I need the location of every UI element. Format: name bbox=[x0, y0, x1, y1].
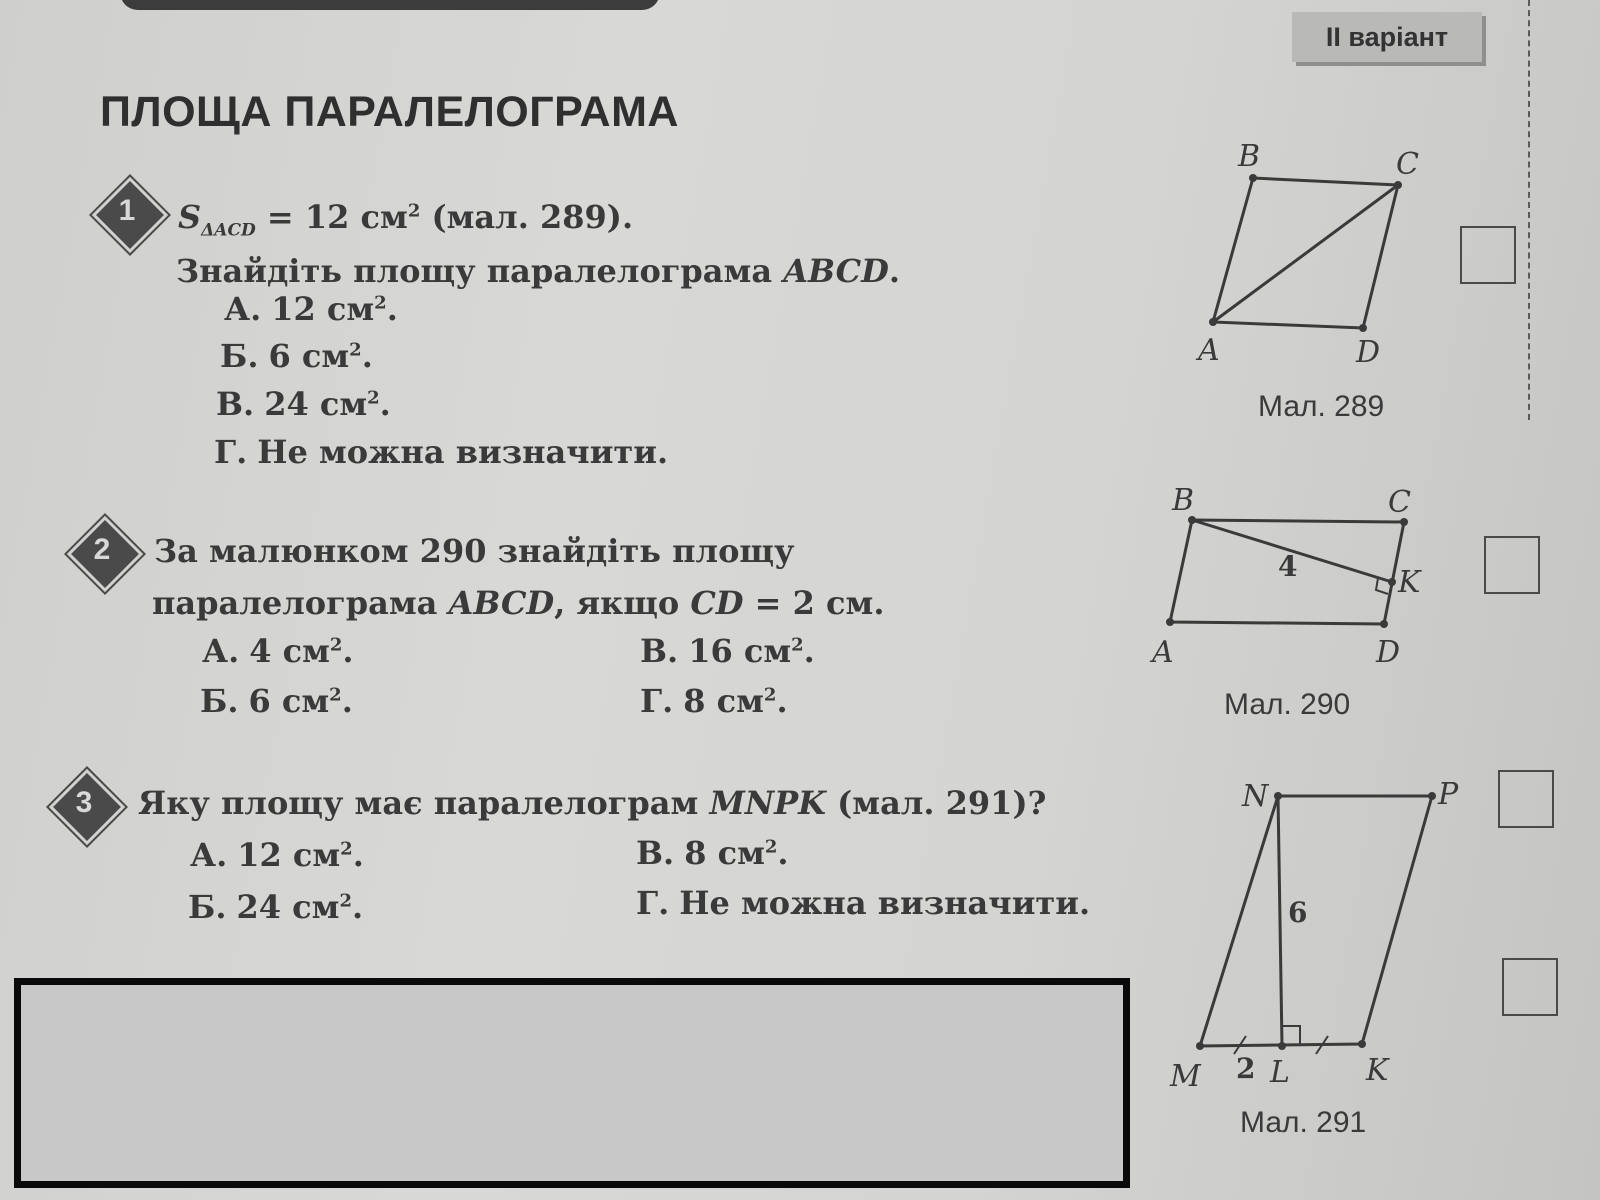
option-end: . bbox=[803, 632, 815, 670]
answer-box-4[interactable] bbox=[1502, 958, 1558, 1016]
task-number: 3 bbox=[75, 786, 93, 819]
task-number: 1 bbox=[118, 194, 136, 227]
figure-290 bbox=[1150, 484, 1430, 684]
option-exp: 2 bbox=[349, 339, 362, 361]
option-g[interactable] bbox=[640, 682, 788, 720]
task-1-condition bbox=[178, 198, 633, 240]
option-end: . bbox=[379, 385, 391, 423]
option-exp: 2 bbox=[339, 890, 352, 912]
height-label-6: 6 bbox=[1288, 896, 1308, 929]
option-exp: 2 bbox=[764, 836, 778, 858]
var-mnpk: MNPK bbox=[709, 784, 826, 822]
parallelogram-mnpk bbox=[1200, 796, 1432, 1046]
vertex-a bbox=[1209, 318, 1217, 326]
option-end: . bbox=[361, 337, 373, 375]
vertex-m bbox=[1196, 1042, 1204, 1050]
option-end: . bbox=[342, 632, 354, 670]
question-text: Знайдіть площу паралелограма bbox=[176, 252, 784, 290]
option-letter: Б. bbox=[200, 682, 239, 720]
task-number: 2 bbox=[93, 533, 111, 566]
label-n: N bbox=[1242, 779, 1269, 814]
option-text: 24 см bbox=[264, 385, 368, 423]
vertex-d bbox=[1380, 620, 1388, 628]
option-a[interactable] bbox=[190, 836, 364, 874]
option-b[interactable] bbox=[200, 682, 353, 720]
option-end: . bbox=[352, 836, 364, 874]
text-part: паралелограма bbox=[152, 584, 449, 622]
option-exp: 2 bbox=[791, 634, 804, 656]
option-exp: 2 bbox=[374, 292, 387, 314]
figure-291 bbox=[1160, 770, 1470, 1100]
option-exp: 2 bbox=[763, 684, 777, 706]
option-letter: В. bbox=[216, 385, 255, 423]
figure-289-caption: Мал. 289 bbox=[1258, 390, 1385, 423]
option-g[interactable] bbox=[214, 433, 668, 471]
option-g[interactable] bbox=[636, 884, 1090, 922]
right-angle-mark bbox=[1282, 1026, 1300, 1046]
option-text: 8 см bbox=[684, 834, 765, 872]
task-2-line-1: За малюнком 290 знайдіть площу bbox=[154, 532, 795, 570]
option-text: 4 см bbox=[249, 632, 330, 670]
question-end: . bbox=[888, 252, 901, 290]
point-k bbox=[1388, 578, 1396, 586]
option-text: 6 см bbox=[268, 337, 350, 375]
var-abcd: ABCD bbox=[448, 584, 555, 622]
vertex-d bbox=[1359, 324, 1367, 332]
option-v[interactable] bbox=[640, 632, 815, 670]
option-exp: 2 bbox=[367, 387, 380, 409]
answer-box-2[interactable] bbox=[1484, 536, 1540, 594]
figure-289 bbox=[1180, 140, 1440, 370]
label-b: B bbox=[1238, 139, 1261, 174]
text-part: (мал. 291)? bbox=[825, 784, 1047, 822]
option-text: 16 см bbox=[688, 632, 792, 670]
question-var: ABCD bbox=[783, 252, 889, 290]
area-ref: (мал. 289). bbox=[420, 198, 634, 236]
option-b[interactable] bbox=[188, 888, 363, 926]
option-letter: А. bbox=[224, 290, 262, 328]
label-a: A bbox=[1152, 635, 1174, 670]
var-cd: CD bbox=[690, 584, 744, 622]
option-end: . bbox=[777, 834, 789, 872]
option-exp: 2 bbox=[340, 838, 353, 860]
option-text: 6 см bbox=[248, 682, 330, 720]
cut-line bbox=[1528, 0, 1530, 420]
text-part: = 2 см. bbox=[743, 584, 885, 622]
option-v[interactable] bbox=[216, 385, 391, 423]
option-end: . bbox=[341, 682, 353, 720]
option-letter: В. bbox=[636, 834, 675, 872]
label-a: A bbox=[1198, 333, 1220, 368]
option-letter: В. bbox=[640, 632, 679, 670]
area-symbol: S bbox=[178, 198, 202, 236]
option-text: Не можна визначити. bbox=[257, 433, 669, 471]
top-header-strip bbox=[120, 0, 660, 10]
option-v[interactable] bbox=[636, 834, 789, 872]
vertex-a bbox=[1166, 618, 1174, 626]
option-letter: Б. bbox=[188, 888, 227, 926]
option-letter: Г. bbox=[214, 433, 248, 471]
label-b: B bbox=[1172, 483, 1195, 518]
option-a[interactable] bbox=[202, 632, 354, 670]
vertex-b bbox=[1249, 174, 1257, 182]
answer-box-1[interactable] bbox=[1460, 226, 1516, 284]
option-letter: Г. bbox=[636, 884, 670, 922]
redaction-box bbox=[14, 978, 1130, 1188]
option-exp: 2 bbox=[329, 634, 343, 656]
section-title: ПЛОЩА ПАРАЛЕЛОГРАМА bbox=[100, 88, 679, 136]
option-text: 8 см bbox=[683, 682, 764, 720]
text-part: , якщо bbox=[554, 584, 691, 622]
label-k: K bbox=[1398, 565, 1421, 600]
segment-label-4: 4 bbox=[1278, 550, 1298, 583]
option-exp: 2 bbox=[329, 684, 342, 706]
area-exp: 2 bbox=[407, 200, 421, 222]
label-k: K bbox=[1366, 1053, 1389, 1088]
vertex-n bbox=[1274, 792, 1282, 800]
option-end: . bbox=[776, 682, 788, 720]
label-c: C bbox=[1388, 485, 1411, 520]
vertex-p bbox=[1428, 792, 1436, 800]
label-l: L bbox=[1270, 1055, 1290, 1090]
label-d: D bbox=[1376, 635, 1401, 670]
option-text: Не можна визначити. bbox=[679, 884, 1091, 922]
text-part: Яку площу має паралелограм bbox=[138, 784, 710, 822]
area-subscript: ΔACD bbox=[201, 220, 256, 241]
option-b[interactable] bbox=[220, 337, 373, 375]
option-letter: Г. bbox=[640, 682, 674, 720]
option-text: 24 см bbox=[236, 888, 340, 926]
option-a[interactable] bbox=[224, 290, 398, 328]
option-letter: А. bbox=[202, 632, 240, 670]
option-end: . bbox=[351, 888, 364, 926]
task-2-line-2 bbox=[152, 584, 884, 622]
option-text: 12 см bbox=[237, 836, 341, 874]
figure-290-caption: Мал. 290 bbox=[1224, 688, 1351, 721]
label-m: M bbox=[1170, 1059, 1201, 1094]
vertex-k bbox=[1358, 1040, 1366, 1048]
task-3-question bbox=[138, 784, 1046, 822]
label-c: C bbox=[1396, 147, 1419, 182]
label-d: D bbox=[1356, 335, 1381, 370]
option-letter: А. bbox=[190, 836, 228, 874]
base-label-2: 2 bbox=[1236, 1052, 1256, 1085]
figure-291-caption: Мал. 291 bbox=[1240, 1106, 1367, 1139]
label-p: P bbox=[1438, 777, 1459, 812]
point-l bbox=[1278, 1042, 1286, 1050]
option-end: . bbox=[386, 290, 398, 328]
area-value: = 12 см bbox=[255, 198, 408, 236]
answer-box-3[interactable] bbox=[1498, 770, 1554, 828]
vertex-c bbox=[1394, 181, 1402, 189]
option-letter: Б. bbox=[220, 337, 259, 375]
variant-label: II варіант bbox=[1292, 12, 1482, 62]
task-1-question bbox=[176, 252, 900, 290]
height-nl bbox=[1278, 796, 1282, 1046]
option-text: 12 см bbox=[271, 290, 375, 328]
